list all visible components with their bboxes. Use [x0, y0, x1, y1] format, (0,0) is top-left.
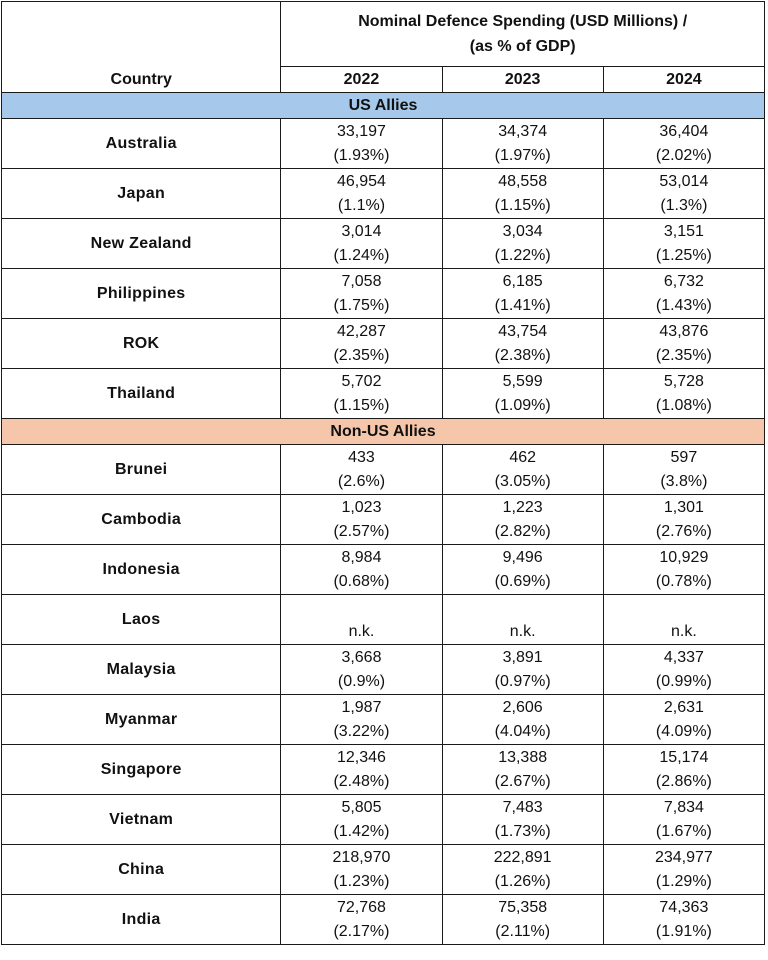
spending-amount: 75,358 — [498, 898, 548, 916]
spending-amount: 2,631 — [663, 698, 704, 716]
country-name: Japan — [2, 169, 281, 219]
gdp-share: (1.42%) — [333, 822, 390, 840]
spending-amount: 7,483 — [502, 798, 543, 816]
country-name: Myanmar — [2, 695, 281, 745]
spending-amount: 3,891 — [502, 648, 543, 666]
country-column-header: Country — [2, 2, 281, 93]
spending-amount: 3,034 — [502, 222, 543, 240]
table-row — [2, 445, 765, 495]
value-cell-2024 — [603, 495, 764, 545]
value-cell-2023 — [442, 595, 603, 645]
table-row — [2, 369, 765, 419]
spending-amount: 7,058 — [341, 272, 382, 290]
value-cell-2024 — [603, 545, 764, 595]
group-header-row — [2, 93, 765, 119]
gdp-share: (4.04%) — [494, 722, 551, 740]
spending-amount: 42,287 — [336, 322, 386, 340]
gdp-share: (2.57%) — [333, 522, 390, 540]
value-cell-2022 — [281, 445, 442, 495]
table-row — [2, 845, 765, 895]
value-cell-2022 — [281, 645, 442, 695]
spending-amount: 10,929 — [659, 548, 709, 566]
gdp-share: (1.97%) — [494, 146, 551, 164]
gdp-share: (1.93%) — [333, 146, 390, 164]
table-row — [2, 269, 765, 319]
gdp-share: (1.09%) — [494, 396, 551, 414]
gdp-share: (2.38%) — [494, 346, 551, 364]
gdp-share: (2.86%) — [655, 772, 712, 790]
value-cell-2022 — [281, 319, 442, 369]
spending-amount: 234,977 — [654, 848, 713, 866]
country-name: Philippines — [2, 269, 281, 319]
gdp-share: (1.24%) — [333, 246, 390, 264]
spending-amount: 33,197 — [336, 122, 386, 140]
gdp-share: (1.22%) — [494, 246, 551, 264]
spending-amount: 1,301 — [663, 498, 704, 516]
title-line-1: Nominal Defence Spending (USD Millions) / — [358, 13, 688, 30]
table-row — [2, 595, 765, 645]
group-label: Non-US Allies — [2, 419, 765, 445]
spending-amount: 43,876 — [659, 322, 709, 340]
gdp-share: (1.08%) — [655, 396, 712, 414]
year-header-2023: 2023 — [442, 67, 603, 93]
table-row — [2, 745, 765, 795]
spending-amount: 1,023 — [341, 498, 382, 516]
gdp-share: (2.35%) — [333, 346, 390, 364]
gdp-share: (3.8%) — [660, 472, 708, 490]
spending-amount: 13,388 — [498, 748, 548, 766]
value-cell-2024 — [603, 119, 764, 169]
gdp-share: (0.68%) — [333, 572, 390, 590]
spending-amount: 5,805 — [341, 798, 382, 816]
gdp-share: (2.17%) — [333, 922, 390, 940]
spending-amount: 2,606 — [502, 698, 543, 716]
gdp-share: (1.23%) — [333, 872, 390, 890]
value-cell-2024 — [603, 595, 764, 645]
value-cell-2024 — [603, 319, 764, 369]
spending-amount: 5,599 — [502, 372, 543, 390]
gdp-share: (3.05%) — [494, 472, 551, 490]
gdp-share: (2.48%) — [333, 772, 390, 790]
title-line-2: (as % of GDP) — [469, 38, 576, 55]
gdp-share: (1.1%) — [337, 196, 386, 214]
value-cell-2023 — [442, 169, 603, 219]
gdp-share: (0.99%) — [655, 672, 712, 690]
spending-amount: 7,834 — [663, 798, 704, 816]
spending-amount: 3,014 — [341, 222, 382, 240]
spending-amount: 4,337 — [663, 648, 704, 666]
spending-amount: 6,732 — [663, 272, 704, 290]
value-cell-2023 — [442, 319, 603, 369]
value-cell-2024 — [603, 445, 764, 495]
gdp-share: (1.25%) — [655, 246, 712, 264]
spending-amount: 1,223 — [502, 498, 543, 516]
value-cell-2023 — [442, 445, 603, 495]
gdp-share: (1.43%) — [655, 296, 712, 314]
country-name: China — [2, 845, 281, 895]
value-cell-2022 — [281, 895, 442, 945]
value-cell-2023 — [442, 695, 603, 745]
spending-amount: 46,954 — [336, 172, 386, 190]
table-row — [2, 119, 765, 169]
value-cell-2022 — [281, 119, 442, 169]
value-cell-2023 — [442, 795, 603, 845]
table-row — [2, 319, 765, 369]
gdp-share: (2.35%) — [655, 346, 712, 364]
gdp-share: (1.26%) — [494, 872, 551, 890]
country-name: Singapore — [2, 745, 281, 795]
group-label: US Allies — [2, 93, 765, 119]
country-name: Indonesia — [2, 545, 281, 595]
value-cell-2022 — [281, 695, 442, 745]
spending-amount: 222,891 — [493, 848, 552, 866]
country-name: Australia — [2, 119, 281, 169]
gdp-share: (2.02%) — [655, 146, 712, 164]
value-cell-2023 — [442, 745, 603, 795]
spending-amount: 36,404 — [659, 122, 709, 140]
spending-amount: 74,363 — [659, 898, 709, 916]
gdp-share: (0.69%) — [494, 572, 551, 590]
gdp-share: (0.78%) — [655, 572, 712, 590]
spending-amount: 218,970 — [332, 848, 391, 866]
gdp-share: (1.3%) — [660, 196, 708, 214]
spending-amount: 43,754 — [498, 322, 548, 340]
gdp-share: (1.91%) — [655, 922, 712, 940]
table-row — [2, 695, 765, 745]
gdp-share: (3.22%) — [333, 722, 390, 740]
table-body — [2, 93, 765, 945]
group-header-row — [2, 419, 765, 445]
country-name: Thailand — [2, 369, 281, 419]
spending-amount: 8,984 — [341, 548, 382, 566]
value-cell-2022 — [281, 219, 442, 269]
value-cell-2024 — [603, 269, 764, 319]
value-cell-2022 — [281, 495, 442, 545]
value-cell-2024 — [603, 895, 764, 945]
table-row — [2, 895, 765, 945]
value-cell-2023 — [442, 845, 603, 895]
spending-amount: n.k. — [348, 623, 375, 640]
value-cell-2022 — [281, 745, 442, 795]
spending-amount: 5,702 — [341, 372, 382, 390]
country-name: India — [2, 895, 281, 945]
spending-amount: 3,668 — [341, 648, 382, 666]
spending-amount: 72,768 — [336, 898, 386, 916]
value-cell-2022 — [281, 369, 442, 419]
country-name: Brunei — [2, 445, 281, 495]
gdp-share: (0.9%) — [337, 672, 386, 690]
value-cell-2024 — [603, 645, 764, 695]
value-cell-2024 — [603, 745, 764, 795]
spending-amount: 9,496 — [502, 548, 543, 566]
header-row-title — [2, 2, 765, 67]
gdp-share: (1.67%) — [655, 822, 712, 840]
value-cell-2022 — [281, 169, 442, 219]
value-cell-2024 — [603, 219, 764, 269]
value-cell-2022 — [281, 845, 442, 895]
value-cell-2024 — [603, 169, 764, 219]
spending-amount: 53,014 — [659, 172, 709, 190]
gdp-share: (1.73%) — [494, 822, 551, 840]
value-cell-2022 — [281, 595, 442, 645]
spending-amount: n.k. — [509, 623, 536, 640]
gdp-share: (1.29%) — [655, 872, 712, 890]
table-row — [2, 795, 765, 845]
spending-amount: 48,558 — [498, 172, 548, 190]
gdp-share: (1.15%) — [333, 396, 390, 414]
spending-amount: 433 — [348, 448, 375, 466]
gdp-share: (1.15%) — [494, 196, 551, 214]
value-cell-2023 — [442, 545, 603, 595]
spending-amount: 34,374 — [498, 122, 548, 140]
value-cell-2023 — [442, 269, 603, 319]
gdp-share: (1.41%) — [494, 296, 551, 314]
value-cell-2024 — [603, 795, 764, 845]
gdp-share: (2.11%) — [495, 922, 551, 940]
gdp-share: (0.97%) — [494, 672, 551, 690]
value-cell-2023 — [442, 895, 603, 945]
defence-spending-table — [1, 1, 765, 945]
spending-amount: 15,174 — [659, 748, 709, 766]
value-cell-2024 — [603, 695, 764, 745]
year-header-2024: 2024 — [603, 67, 764, 93]
value-cell-2023 — [442, 369, 603, 419]
table-row — [2, 219, 765, 269]
table-row — [2, 645, 765, 695]
table-row — [2, 169, 765, 219]
country-name: Malaysia — [2, 645, 281, 695]
year-header-2022: 2022 — [281, 67, 442, 93]
spending-amount: 462 — [509, 448, 537, 466]
gdp-share: (2.76%) — [655, 522, 712, 540]
gdp-share: (1.75%) — [333, 296, 390, 314]
spending-amount: 597 — [670, 448, 698, 466]
value-cell-2023 — [442, 119, 603, 169]
value-cell-2023 — [442, 219, 603, 269]
country-name: ROK — [2, 319, 281, 369]
value-cell-2023 — [442, 645, 603, 695]
country-name: Vietnam — [2, 795, 281, 845]
value-cell-2022 — [281, 545, 442, 595]
table-title-header — [281, 2, 765, 67]
value-cell-2024 — [603, 845, 764, 895]
country-name: Cambodia — [2, 495, 281, 545]
value-cell-2022 — [281, 269, 442, 319]
gdp-share: (2.6%) — [337, 472, 386, 490]
country-name: New Zealand — [2, 219, 281, 269]
spending-amount: 5,728 — [663, 372, 704, 390]
spending-amount: 12,346 — [336, 748, 386, 766]
value-cell-2022 — [281, 795, 442, 845]
spending-amount: n.k. — [670, 623, 697, 640]
spending-amount: 3,151 — [663, 222, 704, 240]
table-row — [2, 495, 765, 545]
gdp-share: (2.67%) — [494, 772, 551, 790]
table-row — [2, 545, 765, 595]
country-name: Laos — [2, 595, 281, 645]
spending-amount: 1,987 — [341, 698, 382, 716]
value-cell-2023 — [442, 495, 603, 545]
gdp-share: (4.09%) — [655, 722, 712, 740]
value-cell-2024 — [603, 369, 764, 419]
spending-amount: 6,185 — [502, 272, 543, 290]
gdp-share: (2.82%) — [494, 522, 551, 540]
